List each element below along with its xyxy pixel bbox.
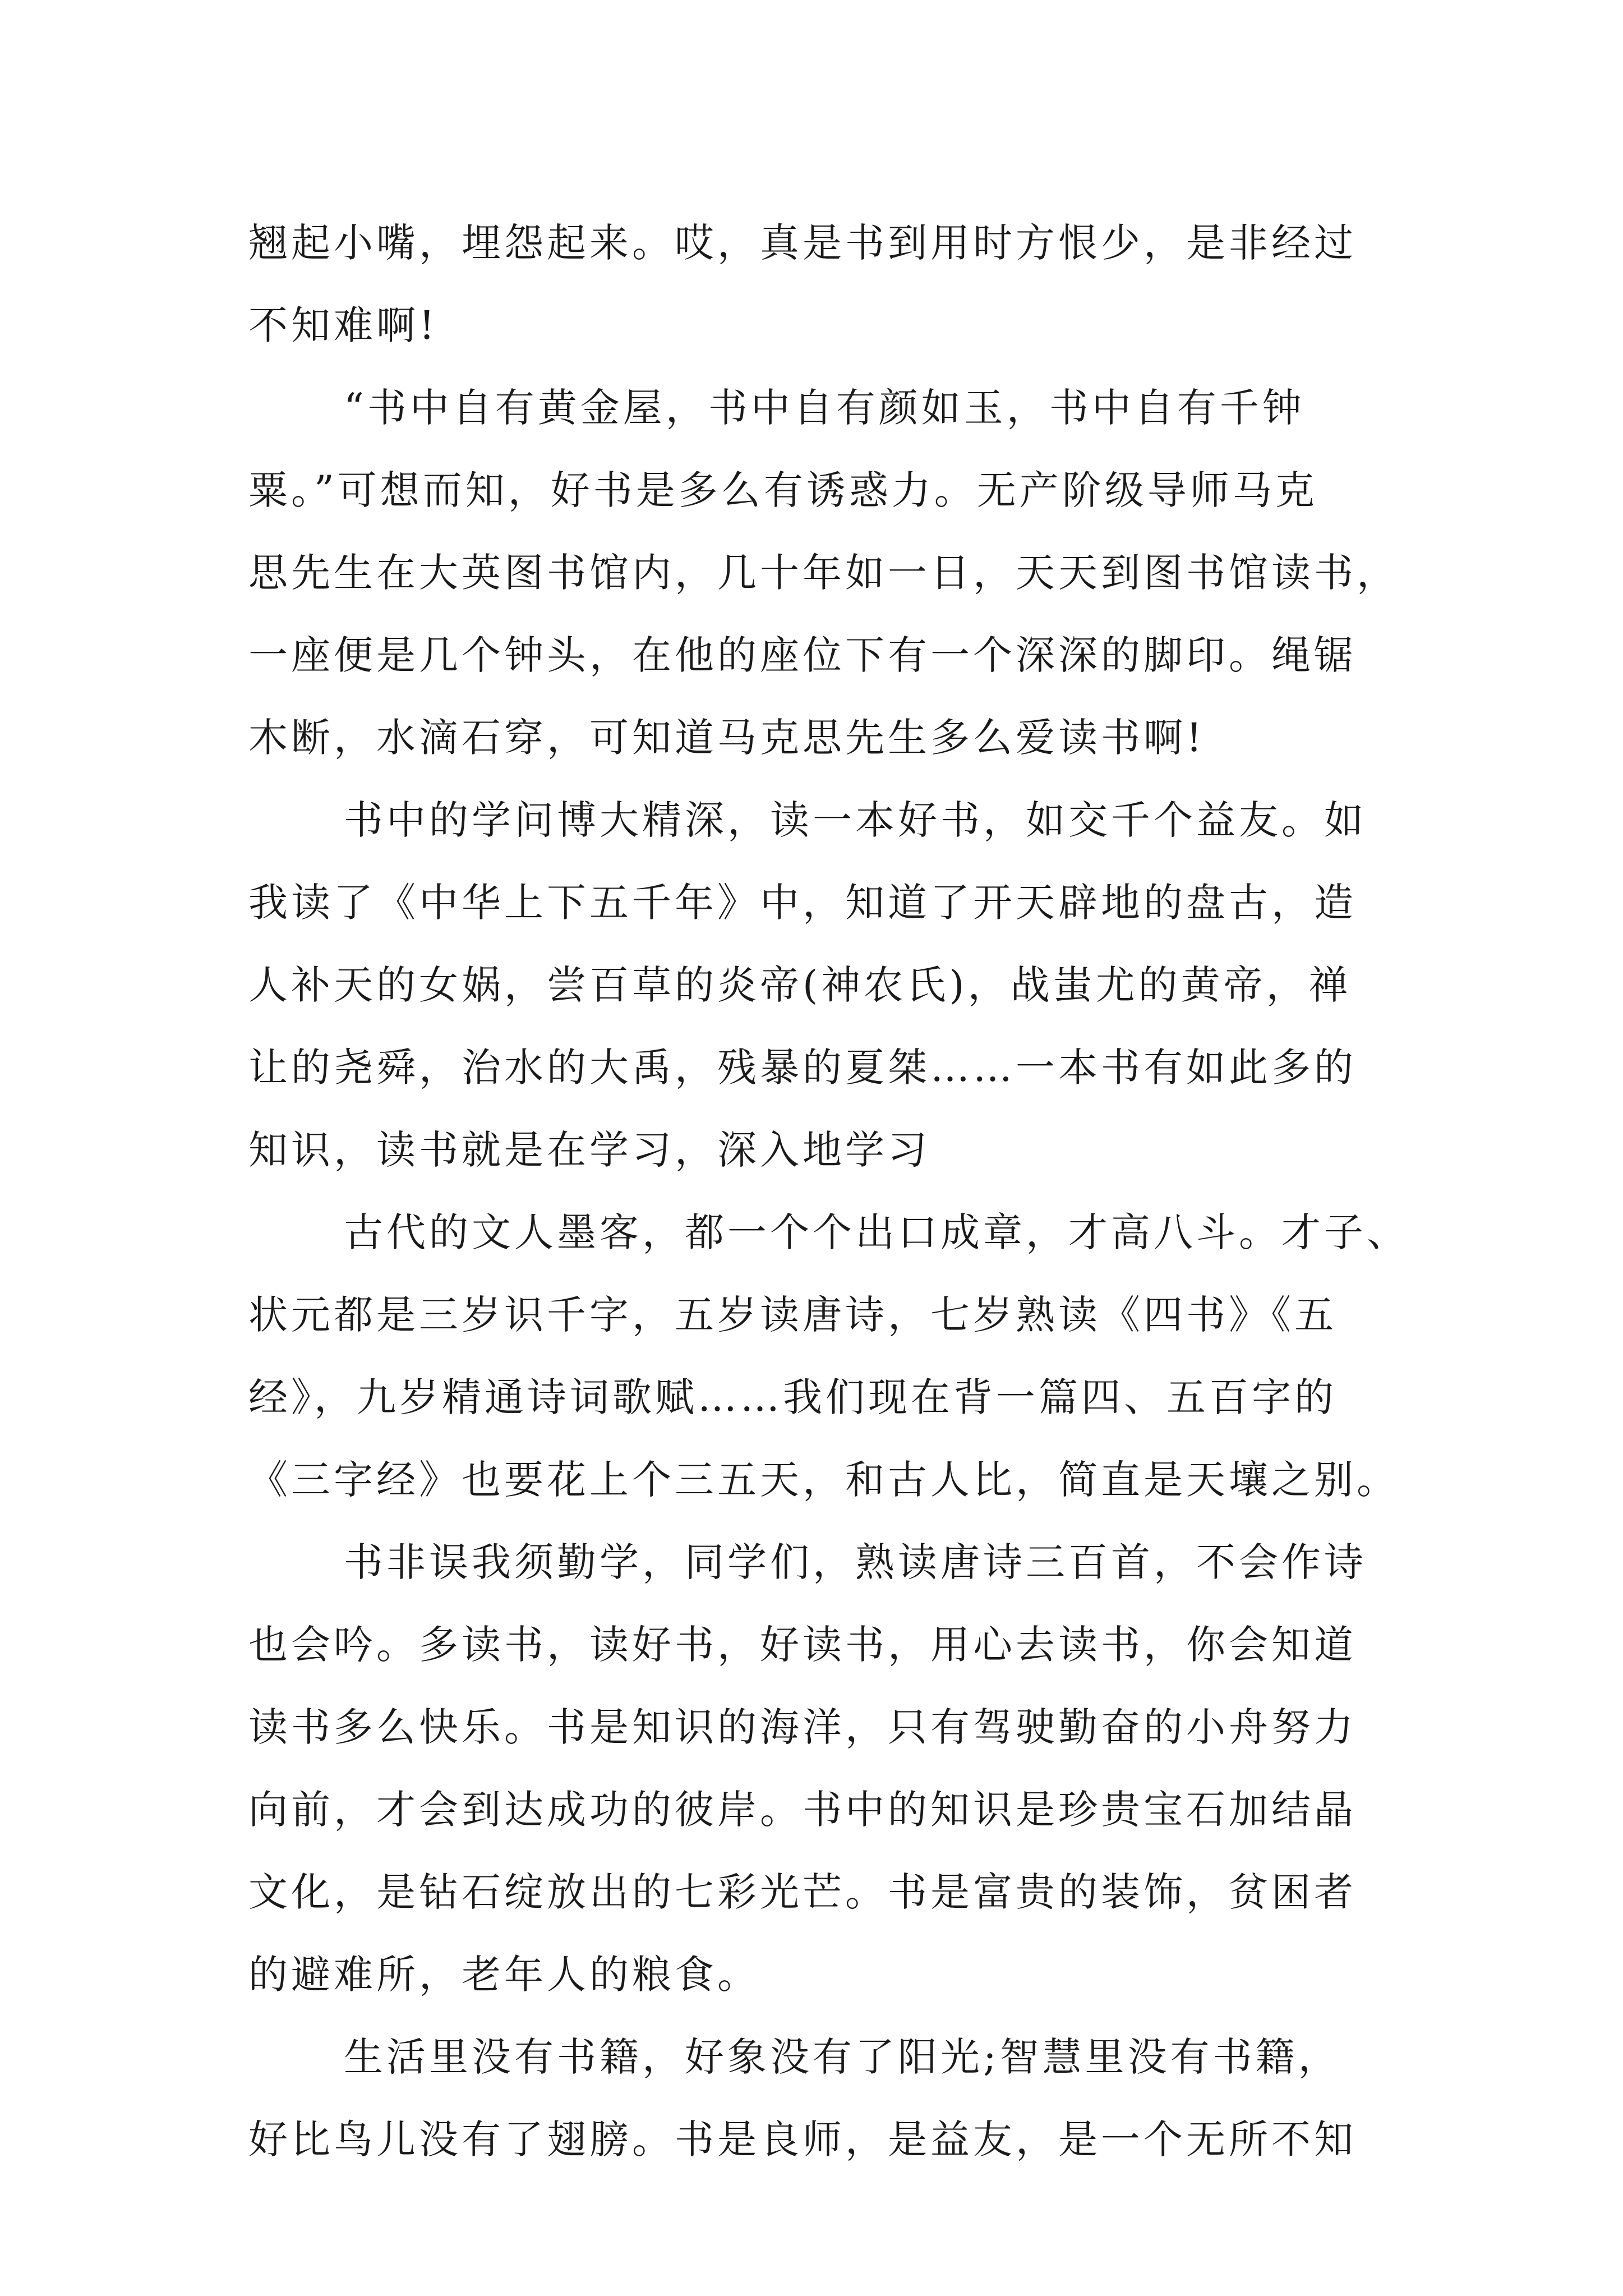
text-line: 翘起小嘴，埋怨起来。哎，真是书到用时方恨少，是非经过 <box>248 220 1357 266</box>
text-line: 状元都是三岁识千字，五岁读唐诗，七岁熟读《四书》《五 <box>248 1292 1337 1338</box>
text-line: 让的尧舜，治水的大禹，残暴的夏桀……一本书有如此多的 <box>248 1045 1357 1091</box>
text-line: 木断，水滴石穿，可知道马克思先生多么爱读书啊! <box>248 715 1206 761</box>
text-line: 生活里没有书籍，好象没有了阳光;智慧里没有书籍， <box>344 2034 1341 2080</box>
text-line: 经》，九岁精通诗词歌赋……我们现在背一篇四、五百字的 <box>248 1374 1337 1420</box>
text-line: 向前，才会到达成功的彼岸。书中的知识是珍贵宝石加结晶 <box>248 1787 1357 1833</box>
text-line: 思先生在大英图书馆内，几十年如一日，天天到图书馆读书， <box>248 550 1399 596</box>
text-line: 文化，是钻石绽放出的七彩光芒。书是富贵的装饰，贫困者 <box>248 1869 1357 1915</box>
text-line: 一座便是几个钟头，在他的座位下有一个深深的脚印。绳锯 <box>248 632 1357 678</box>
text-line: 好比鸟儿没有了翅膀。书是良师，是益友，是一个无所不知 <box>248 2116 1357 2162</box>
essay-body <box>248 202 1409 2181</box>
text-line: 读书多么快乐。书是知识的海洋，只有驾驶勤奋的小舟努力 <box>248 1704 1357 1750</box>
text-line: 也会吟。多读书，读好书，好读书，用心去读书，你会知道 <box>248 1622 1357 1668</box>
text-line: 《三字经》也要花上个三五天，和古人比，简直是天壤之别。 <box>248 1457 1399 1503</box>
text-line: 知识，读书就是在学习，深入地学习 <box>248 1127 930 1173</box>
text-line: 的避难所，老年人的粮食。 <box>248 1952 760 1998</box>
text-line: “书中自有黄金屋，书中自有颜如玉，书中自有千钟 <box>344 385 1305 431</box>
text-line: 我读了《中华上下五千年》中，知道了开天辟地的盘古，造 <box>248 880 1357 926</box>
text-line: 人补天的女娲，尝百草的炎帝(神农氏)，战蚩尤的黄帝，禅 <box>248 962 1352 1008</box>
text-line: 不知难啊! <box>248 302 439 348</box>
text-line: 书中的学问博大精深，读一本好书，如交千个益友。如 <box>344 797 1367 843</box>
text-line: 古代的文人墨客，都一个个出口成章，才高八斗。才子、 <box>344 1209 1409 1255</box>
text-line: 书非误我须勤学，同学们，熟读唐诗三百首，不会作诗 <box>344 1539 1367 1585</box>
text-line: 粟。”可想而知，好书是多么有诱惑力。无产阶级导师马克 <box>248 467 1318 513</box>
